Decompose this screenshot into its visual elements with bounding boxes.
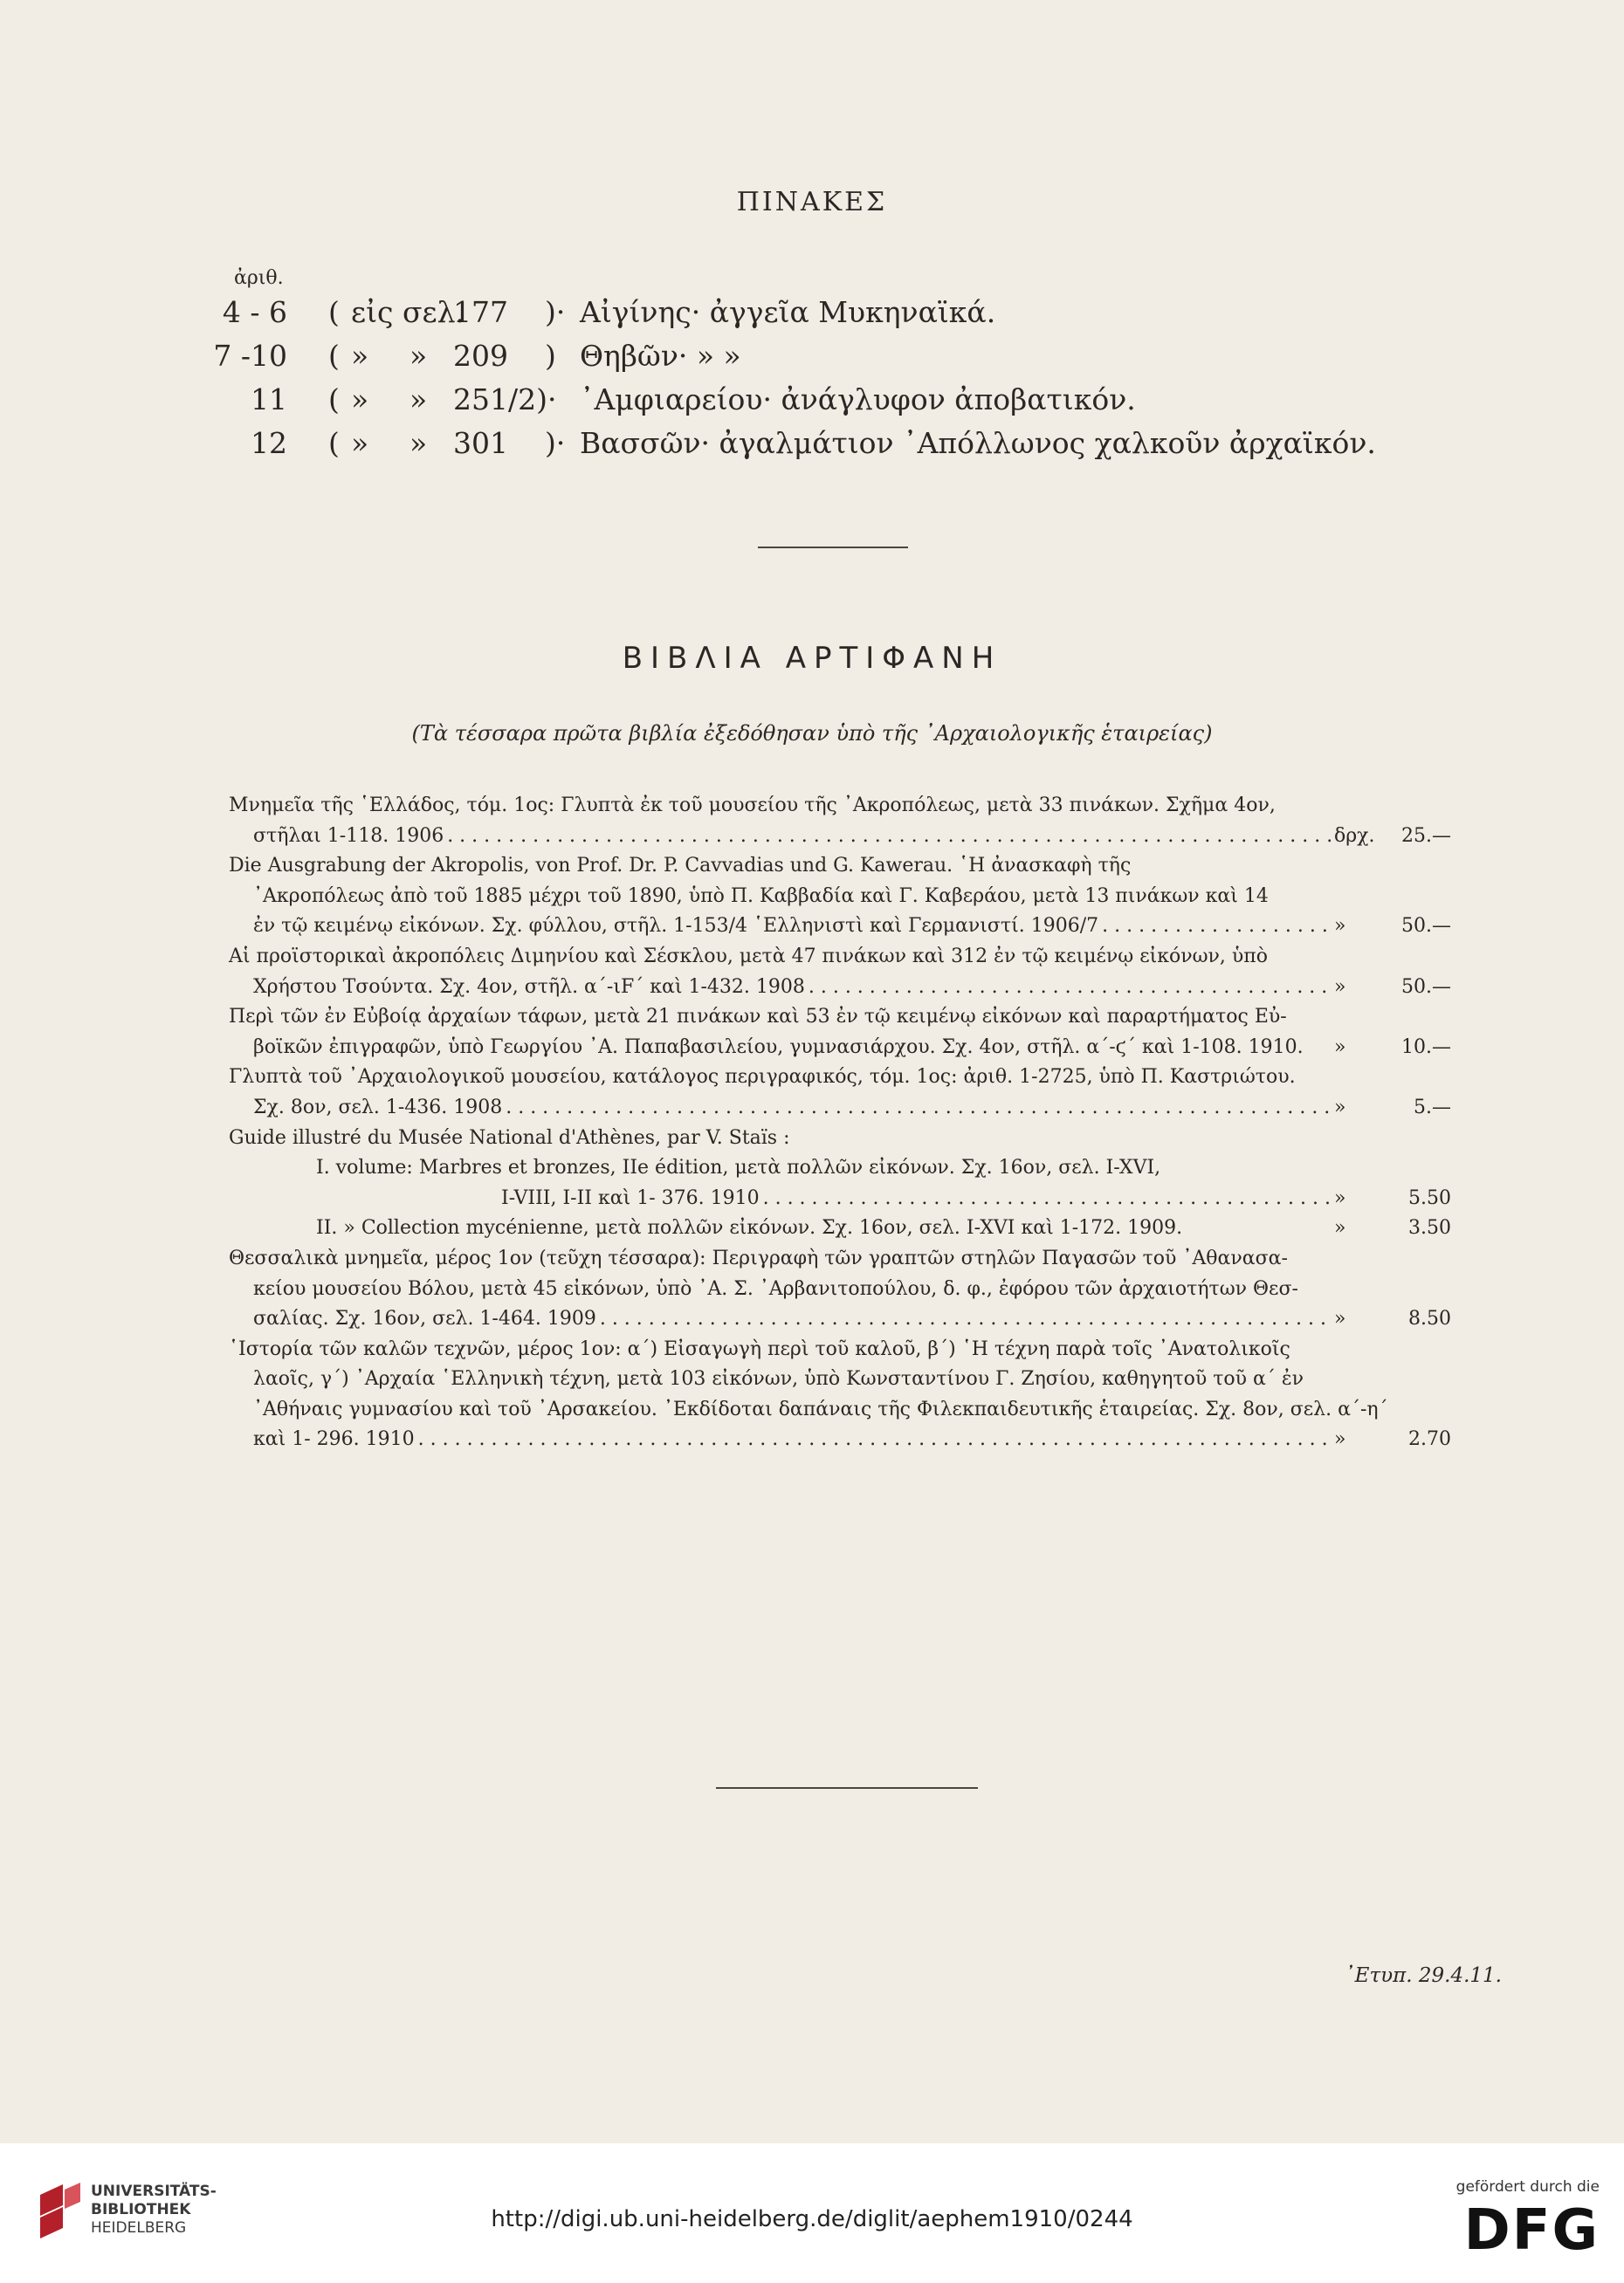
- price-value: 3.50: [1408, 1217, 1451, 1240]
- plate-row: [196, 382, 1243, 421]
- plate-paren-close: )·: [545, 426, 566, 460]
- book-entry: [229, 1124, 1451, 1154]
- price-value: 5.50: [1408, 1186, 1451, 1209]
- plate-row: [196, 295, 1243, 334]
- library-name-line1: UNIVERSITÄTS-: [91, 2183, 217, 2200]
- plates-number-label: ἀριθ.: [234, 267, 284, 289]
- book-entry-line: Περὶ τῶν ἐν Εὐβοίᾳ ἀρχαίων τάφων, μετὰ 21 πινάκων καὶ 53 ἐν τῷ κειμένῳ εἰκόνων καὶ παραρτήματος Εὐ-: [229, 1006, 1287, 1028]
- digitization-footer: [0, 2143, 1624, 2283]
- book-entry-price-line: [229, 1033, 1451, 1063]
- book-entry-line: Αἱ προϊστορικαὶ ἀκροπόλεις Διμηνίου καὶ Σέσκλου, μετὰ 47 πινάκων καὶ 312 ἐν τῷ κειμένῳ εἰκόνων, ὑπὸ: [229, 945, 1268, 967]
- book-entry-text: στῆλαι 1-118. 1906: [253, 824, 444, 847]
- book-entry-line: Θεσσαλικὰ μνημεῖα, μέρος 1ον (τεῦχη τέσσαρα): Περιγραφὴ τῶν γραπτῶν στηλῶν Παγασῶν τοῦ ᾿Αθανασα-: [229, 1247, 1288, 1269]
- book-entry-price-line: [229, 1214, 1451, 1244]
- book-entry-line: ῾Ιστορία τῶν καλῶν τεχνῶν, μέρος 1ον: α΄) Εἰσαγωγὴ περὶ τοῦ καλοῦ, β΄) ῾Η τέχνη παρὰ τοῖς ᾿Ανατολικοῖς: [229, 1337, 1290, 1360]
- plate-range: 11: [251, 382, 287, 416]
- leader-dots: [600, 1304, 1331, 1335]
- book-entry-line: κείου μουσείου Βόλου, μετὰ 45 εἰκόνων, ὑπὸ ᾿Α. Σ. ᾿Αρβανιτοπούλου, δ. φ., ἐφόρου τῶν ἀρχαιοτήτων Θεσ-: [253, 1277, 1298, 1300]
- book-entry-line: Die Ausgrabung der Akropolis, von Prof. Dr. P. Cavvadias und G. Kawerau. ῾Η ἀνασκαφὴ τῆς: [229, 855, 1132, 877]
- book-entry-price-line: [229, 911, 1451, 942]
- plate-page-ref: »: [351, 339, 369, 373]
- print-date-stamp: ᾿Ετυπ. 29.4.11.: [1345, 1964, 1502, 1987]
- plate-paren-open: (: [328, 426, 340, 460]
- leader-dots: [809, 973, 1331, 1003]
- plate-range: 12: [251, 426, 287, 460]
- book-entry-price-line: [229, 973, 1451, 1003]
- price-currency: »: [1334, 1308, 1346, 1331]
- book-entry-price-line: [229, 822, 1451, 852]
- price-currency: »: [1334, 1186, 1346, 1209]
- plate-row: [196, 339, 1243, 377]
- price-currency: »: [1334, 975, 1346, 998]
- divider-upper: [758, 547, 908, 548]
- book-entry-price-line: [229, 1304, 1451, 1335]
- books-subtitle: (Τὰ τέσσαρα πρῶτα βιβλία ἐξεδόθησαν ὑπὸ τῆς ᾿Αρχαιολογικῆς ἑταιρείας): [411, 721, 1213, 746]
- price-value: 50.—: [1401, 915, 1451, 938]
- leader-dots: [418, 1425, 1331, 1455]
- plate-page-ref: »: [351, 426, 369, 460]
- plate-page-number: 209: [453, 339, 508, 373]
- plate-paren-close: ): [545, 339, 556, 373]
- plate-description: Θηβῶν· » »: [580, 339, 741, 373]
- price-currency: »: [1334, 1096, 1346, 1118]
- plate-ditto: »: [409, 339, 428, 373]
- book-entry-line: I. volume: Marbres et bronzes, IIe édition, μετὰ πολλῶν εἰκόνων. Σχ. 16ον, σελ. I-XVI,: [316, 1157, 1161, 1179]
- leader-dots: [447, 822, 1331, 852]
- book-entry-text: Χρήστου Τσούντα. Σχ. 4ον, στῆλ. α΄-ιF΄ καὶ 1-432. 1908: [253, 975, 805, 998]
- book-entry-text: Σχ. 8ον, σελ. 1-436. 1908: [253, 1096, 503, 1118]
- book-entry-line: Guide illustré du Musée National d'Athènes, par V. Staïs :: [229, 1126, 790, 1149]
- plate-paren-open: (: [328, 339, 340, 373]
- book-entry: [229, 1335, 1451, 1455]
- price-currency: »: [1334, 915, 1346, 938]
- book-entry: [229, 1214, 1451, 1244]
- book-entry-text: II. » Collection mycénienne, μετὰ πολλῶν εἰκόνων. Σχ. 16ον, σελ. I-XVI καὶ 1-172. 1909.: [316, 1217, 1183, 1240]
- plates-heading: ΠΙΝΑΚΕΣ: [736, 187, 888, 217]
- book-entry-text: I-VIII, I-II καὶ 1- 376. 1910: [501, 1186, 760, 1209]
- book-entry-text: βοϊκῶν ἐπιγραφῶν, ὑπὸ Γεωργίου ᾿Α. Παπαβασιλείου, γυμνασιάρχου. Σχ. 4ον, στῆλ. α΄-ϛ΄ καὶ 1-108. 1910.: [253, 1035, 1304, 1058]
- divider-lower: [716, 1787, 978, 1789]
- book-entry: [229, 1062, 1451, 1123]
- plate-description: Βασσῶν· ἀγαλμάτιον ᾿Απόλλωνος χαλκοῦν ἀρχαϊκόν.: [580, 426, 1376, 460]
- book-entry: [229, 791, 1451, 851]
- plate-range: 7 -10: [213, 339, 287, 373]
- book-entry: [229, 942, 1451, 1002]
- leader-dots: [506, 1093, 1331, 1124]
- book-entry-line: ᾿Ακροπόλεως ἀπὸ τοῦ 1885 μέχρι τοῦ 1890, ὑπὸ Π. Καββαδία καὶ Γ. Καβεράου, μετὰ 13 πινάκων καὶ 14: [253, 884, 1269, 907]
- price-value: 50.—: [1401, 975, 1451, 998]
- price-value: 5.—: [1414, 1096, 1451, 1118]
- funder-caption: gefördert durch die: [1455, 2178, 1600, 2196]
- plate-page-ref: εἰς σελ.: [351, 295, 465, 329]
- price-value: 8.50: [1408, 1308, 1451, 1331]
- book-entry: [229, 1153, 1451, 1214]
- dfg-logo: DFG: [1463, 2198, 1600, 2263]
- plate-page-number: 301: [453, 426, 508, 460]
- book-entry: [229, 851, 1451, 942]
- book-entry-line: Γλυπτὰ τοῦ ᾿Αρχαιολογικοῦ μουσείου, κατάλογος περιγραφικός, τόμ. 1ος: ἀριθ. 1-2725, ὑπὸ Π. Καστριώτου.: [229, 1066, 1296, 1089]
- plate-ditto: »: [409, 426, 428, 460]
- plate-ditto: »: [409, 382, 428, 416]
- book-entry-line: ᾿Αθήναις γυμνασίου καὶ τοῦ ᾿Αρσακείου. ᾿Εκδίδοται δαπάναις τῆς Φιλεκπαιδευτικῆς ἑταιρείας. Σχ. 8ον, σελ. α΄-η΄: [253, 1398, 1388, 1420]
- price-value: 25.—: [1401, 824, 1451, 847]
- plate-row: [196, 426, 1376, 464]
- book-entry-price-line: [229, 1425, 1451, 1455]
- plate-paren-close: )·: [545, 295, 566, 329]
- plate-page-ref: »: [351, 382, 369, 416]
- price-currency: »: [1334, 1428, 1346, 1451]
- book-entry: [229, 1002, 1451, 1062]
- book-list: [229, 791, 1451, 1455]
- book-entry-line: λαοῖς, γ΄) ᾿Αρχαία ῾Ελληνικὴ τέχνη, μετὰ 103 εἰκόνων, ὑπὸ Κωνσταντίνου Γ. Ζησίου, καθηγητοῦ τοῦ α΄ ἐν: [253, 1368, 1304, 1391]
- books-heading: ΒΙΒΛΙΑ ΑΡΤΙΦΑΝΗ: [622, 641, 1002, 676]
- library-name-line2: BIBLIOTHEK: [91, 2201, 191, 2218]
- book-entry: [229, 1244, 1451, 1335]
- book-entry-text: καὶ 1- 296. 1910: [253, 1428, 415, 1451]
- leader-dots: [1102, 911, 1331, 942]
- plate-paren-open: (: [328, 295, 340, 329]
- plate-range: 4 - 6: [222, 295, 287, 329]
- book-entry-price-line: [229, 1184, 1451, 1214]
- plate-page-number: 177: [453, 295, 508, 329]
- book-entry-text: ἐν τῷ κειμένῳ εἰκόνων. Σχ. φύλλου, στῆλ. 1-153/4 ῾Ελληνιστὶ καὶ Γερμανιστί. 1906/7: [253, 915, 1099, 938]
- price-value: 2.70: [1408, 1428, 1451, 1451]
- leader-dots: [763, 1184, 1331, 1214]
- plate-paren-open: (: [328, 382, 340, 416]
- book-entry-price-line: [229, 1093, 1451, 1124]
- plate-page-number: 251/2)·: [453, 382, 557, 416]
- price-currency: »: [1334, 1035, 1346, 1058]
- book-entry-text: σαλίας. Σχ. 16ον, σελ. 1-464. 1909: [253, 1308, 596, 1331]
- price-currency: »: [1334, 1217, 1346, 1240]
- plate-description: ᾿Αμφιαρείου· ἀνάγλυφον ἀποβατικόν.: [580, 382, 1136, 416]
- plate-description: Αἰγίνης· ἀγγεῖα Μυκηναϊκά.: [580, 295, 996, 329]
- price-currency: δρχ.: [1334, 824, 1375, 847]
- library-name-line3: HEIDELBERG: [91, 2219, 187, 2237]
- price-value: 10.—: [1401, 1035, 1451, 1058]
- permalink-url[interactable]: http://digi.ub.uni-heidelberg.de/diglit/aephem1910/0244: [491, 2206, 1133, 2232]
- book-entry-line: Μνημεῖα τῆς ῾Ελλάδος, τόμ. 1ος: Γλυπτὰ ἐκ τοῦ μουσείου τῆς ᾿Ακροπόλεως, μετὰ 33 πινάκων. Σχῆμα 4ον,: [229, 794, 1276, 816]
